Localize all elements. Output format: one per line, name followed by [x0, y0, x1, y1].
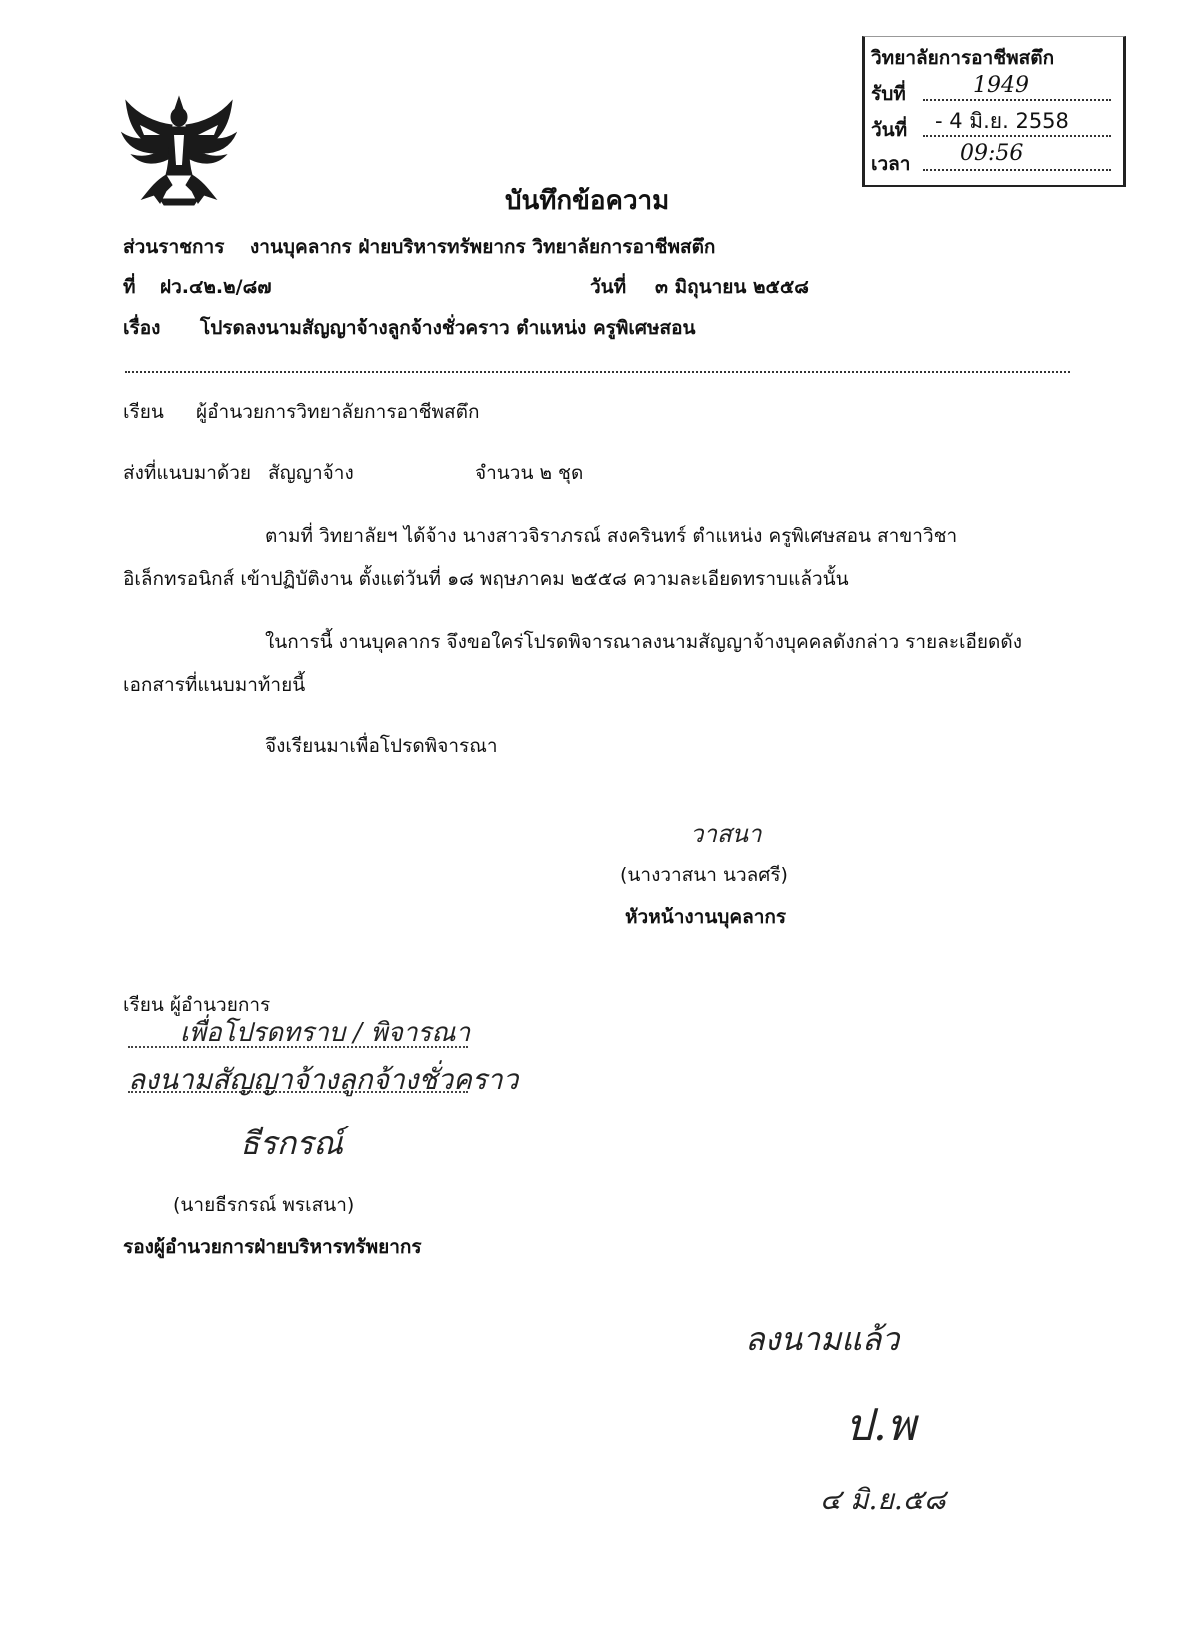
paragraph-2-line-1: ในการนี้ งานบุคลากร จึงขอใคร่โปรดพิจารณาลงนามสัญญาจ้างบุคคลดังกล่าว รายละเอียดดัง — [265, 631, 1023, 653]
signer1-signature: วาสนา — [690, 820, 762, 848]
salutation-value: ผู้อำนวยการวิทยาลัยการอาชีพสตึก — [196, 401, 480, 423]
ref-label: ที่ — [123, 276, 136, 298]
signer1-title: หัวหน้างานบุคลากร — [625, 906, 787, 928]
stamp-time-value: 09:56 — [960, 141, 1024, 166]
memo-title: บันทึกข้อความ — [505, 186, 670, 216]
endorsement-title: รองผู้อำนวยการฝ่ายบริหารทรัพยากร — [123, 1236, 422, 1258]
ref-number: ฝว.๔๒.๒/๘๗ — [160, 276, 272, 298]
agency-value: งานบุคลากร ฝ่ายบริหารทรัพยากร วิทยาลัยการอาชีพสตึก — [250, 236, 716, 258]
attachment-item: สัญญาจ้าง — [268, 462, 354, 484]
endorsement-note-line-2: ลงนามสัญญาจ้างลูกจ้างชั่วคราว — [128, 1063, 519, 1096]
attachment-label: ส่งที่แนบมาด้วย — [123, 462, 252, 484]
subject-value: โปรดลงนามสัญญาจ้างลูกจ้างชั่วคราว ตำแหน่ง ครูพิเศษสอน — [200, 317, 696, 339]
director-initials: ป.พ — [845, 1400, 916, 1451]
salutation-label: เรียน — [123, 401, 164, 423]
stamp-date-value: - 4 มิ.ย. 2558 — [935, 109, 1069, 133]
signer1-name: (นางวาสนา นวลศรี) — [620, 864, 788, 886]
director-note: ลงนามแล้ว — [745, 1320, 900, 1358]
stamp-time-label: เวลา — [871, 153, 911, 175]
endorsement-signature: ธีรกรณ์ — [240, 1124, 343, 1162]
paragraph-2-line-2: เอกสารที่แนบมาท้ายนี้ — [123, 674, 306, 696]
header-divider — [125, 371, 1070, 373]
agency-label: ส่วนราชการ — [123, 236, 225, 258]
stamp-received-label: รับที่ — [871, 83, 906, 105]
date-value: ๓ มิถุนายน ๒๕๕๘ — [655, 276, 809, 298]
paragraph-1-line-1: ตามที่ วิทยาลัยฯ ได้จ้าง นางสาวจิราภรณ์ สงครินทร์ ตำแหน่ง ครูพิเศษสอน สาขาวิชา — [265, 525, 958, 547]
endorsement-name: (นายธีรกรณ์ พรเสนา) — [173, 1194, 355, 1216]
garuda-emblem — [120, 95, 238, 207]
subject-label: เรื่อง — [123, 317, 161, 339]
stamp-org: วิทยาลัยการอาชีพสตึก — [871, 47, 1055, 69]
date-label: วันที่ — [590, 276, 627, 298]
paragraph-1-line-2: อิเล็กทรอนิกส์ เข้าปฏิบัติงาน ตั้งแต่วันที่ ๑๘ พฤษภาคม ๒๕๕๘ ความละเอียดทราบแล้วนั้น — [123, 568, 849, 590]
director-date: ๔ มิ.ย.๕๘ — [820, 1483, 946, 1516]
endorsement-to: เรียน ผู้อำนวยการ — [123, 994, 271, 1016]
attachment-quantity: จำนวน ๒ ชุด — [475, 462, 584, 484]
received-stamp — [862, 36, 1126, 187]
endorsement-note-line-1: เพื่อโปรดทราบ / พิจารณา — [180, 1018, 471, 1048]
closing-line: จึงเรียนมาเพื่อโปรดพิจารณา — [265, 735, 498, 757]
stamp-date-label: วันที่ — [871, 119, 908, 141]
stamp-received-number: 1949 — [973, 73, 1029, 98]
